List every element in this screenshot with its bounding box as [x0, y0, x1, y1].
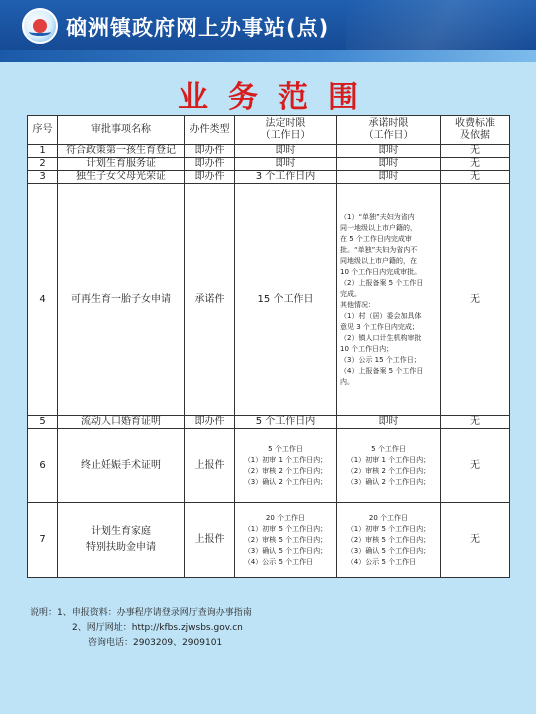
row-fee: 无: [441, 429, 510, 503]
table-row: [28, 171, 510, 184]
logo-swoosh-icon: [29, 28, 51, 36]
row-fee: 无: [441, 158, 510, 171]
site-title: 硇洲镇政府网上办事站(点): [66, 16, 330, 40]
note-line: （4）公示 5 个工作日: [243, 557, 314, 566]
row-no: 4: [28, 184, 58, 416]
row-promise-time: 即时: [337, 158, 441, 171]
note-line: （1）初审 5 个工作日内；: [243, 524, 328, 533]
note-line: （1）初审 5 个工作日内；: [346, 524, 431, 533]
row-type: 上报件: [185, 429, 235, 503]
row-legal-time: 15 个工作日: [235, 184, 337, 416]
column-header-legal-time: [235, 116, 337, 145]
row-name: 流动人口婚育证明: [58, 416, 185, 429]
note-line: 其他情况：: [340, 300, 375, 309]
row-no: 7: [28, 503, 58, 578]
column-header-fee-text: 收费标准 及依据: [455, 118, 495, 141]
note-line: 5 个工作日: [268, 444, 303, 453]
row-type: 即办件: [185, 416, 235, 429]
note-line: （2）镇人口计生机构审批: [340, 333, 422, 342]
note-line: 同地级以上市户籍的，在: [340, 256, 417, 265]
column-header-name: 审批事项名称: [58, 116, 185, 145]
column-header-type: 办件类型: [185, 116, 235, 145]
row-type: 即办件: [185, 158, 235, 171]
row-promise-time: 即时: [337, 171, 441, 184]
row-legal-time-notes: [235, 429, 337, 503]
note-line: （3）确认 5 个工作日内；: [346, 546, 431, 555]
header-banner: [0, 0, 536, 62]
row-no: 6: [28, 429, 58, 503]
note-list: [347, 524, 430, 568]
row-name-line: 特别扶助金申请: [86, 542, 156, 553]
row-legal-time: 3 个工作日内: [235, 171, 337, 184]
row-promise-time: 即时: [337, 145, 441, 158]
note-line: 20 个工作日: [368, 513, 409, 522]
column-header-legal-time-text: 法定时限 （工作日）: [260, 118, 311, 141]
header-band: [0, 50, 536, 62]
row-type: 上报件: [185, 503, 235, 578]
row-promise-time: 即时: [337, 416, 441, 429]
row-legal-time: 5 个工作日内: [235, 416, 337, 429]
row-name: 计划生育服务证: [58, 158, 185, 171]
header-decoration: [346, 0, 536, 50]
row-promise-time-notes: [337, 429, 441, 503]
website-link[interactable]: http://kfbs.zjwsbs.gov.cn: [131, 623, 243, 633]
row-no: 2: [28, 158, 58, 171]
row-type: 承诺件: [185, 184, 235, 416]
business-scope-table: [27, 115, 510, 578]
row-fee: 无: [441, 171, 510, 184]
row-promise-time-notes: [337, 184, 441, 416]
note-line: （2）审核 2 个工作日内；: [346, 466, 431, 475]
row-type: 即办件: [185, 145, 235, 158]
row-no: 1: [28, 145, 58, 158]
note-line: 内。: [340, 377, 354, 386]
note-line: （3）公示 15 个工作日；: [340, 355, 421, 364]
note-line: 完成。: [340, 289, 361, 298]
note-line: （3）确认 2 个工作日内；: [243, 477, 328, 486]
table-row: [28, 184, 510, 416]
row-no: 5: [28, 416, 58, 429]
footer-line-materials: 说明：1、申报资料：办事程序请登录网厅查询办事指南: [30, 608, 252, 618]
row-name: 独生子女父母光荣证: [58, 171, 185, 184]
table-row: [28, 429, 510, 503]
row-promise-time-notes: [337, 503, 441, 578]
note-line: 意见 3 个工作日内完成；: [340, 322, 419, 331]
table-row: [28, 416, 510, 429]
table-row: [28, 158, 510, 171]
section-title: 业务范围: [178, 80, 378, 115]
footer-line-website: [30, 621, 510, 636]
row-fee: 无: [441, 503, 510, 578]
note-line: 10 个工作日内；: [340, 344, 394, 353]
row-fee: 无: [441, 145, 510, 158]
footer-website-label: 2、网厅网址：: [72, 623, 132, 633]
note-line: 20 个工作日: [265, 513, 306, 522]
note-line: （3）确认 5 个工作日内；: [243, 546, 328, 555]
note-line: （2）审核 2 个工作日内；: [243, 466, 328, 475]
note-line: （1）初审 1 个工作日内；: [346, 455, 431, 464]
row-legal-time-notes: [235, 503, 337, 578]
row-no: 3: [28, 171, 58, 184]
note-line: （1）村（居）委会加具体: [340, 311, 422, 320]
table-header-row: [28, 116, 510, 145]
note-line: （1）初审 1 个工作日内；: [243, 455, 328, 464]
note-list: [244, 524, 327, 568]
row-name-line: 计划生育家庭: [91, 526, 151, 537]
note-list: [347, 455, 430, 488]
note-line: （3）确认 2 个工作日内；: [346, 477, 431, 486]
column-header-fee: [441, 116, 510, 145]
table-row: [28, 503, 510, 578]
note-line: 在 5 个工作日内完成审: [340, 234, 412, 243]
footer-notes: [30, 606, 510, 651]
row-name: 终止妊娠手术证明: [58, 429, 185, 503]
row-name: 符合政策第一孩生育登记: [58, 145, 185, 158]
note-line: 5 个工作日: [371, 444, 406, 453]
row-legal-time: 即时: [235, 145, 337, 158]
row-legal-time: 即时: [235, 158, 337, 171]
row-name: [58, 503, 185, 578]
note-list: [244, 455, 327, 488]
note-line: （1）“单独”夫妇为省内: [340, 212, 415, 221]
note-line: （2）审核 5 个工作日内；: [346, 535, 431, 544]
column-header-promise-time-text: 承诺时限 （工作日）: [363, 118, 414, 141]
footer-line-phone: 咨询电话：2903209、2909101: [88, 638, 223, 648]
note-line: （4）公示 5 个工作日: [346, 557, 417, 566]
row-name: 可再生育一胎子女申请: [58, 184, 185, 416]
column-header-promise-time: [337, 116, 441, 145]
note-line: （2）审核 5 个工作日内；: [243, 535, 328, 544]
note-line: 10 个工作日内完成审批。: [340, 267, 422, 276]
row-fee: 无: [441, 184, 510, 416]
table-row: [28, 145, 510, 158]
note-line: 同一地级以上市户籍的，: [340, 223, 417, 232]
government-logo-icon: [22, 8, 58, 44]
row-fee: 无: [441, 416, 510, 429]
row-type: 即办件: [185, 171, 235, 184]
column-header-no: 序号: [28, 116, 58, 145]
note-line: （4）上报备案 5 个工作日: [340, 366, 424, 375]
note-line: （2）上报备案 5 个工作日: [340, 278, 424, 287]
note-line: 批。“单独”夫妇为省内不: [340, 245, 418, 254]
